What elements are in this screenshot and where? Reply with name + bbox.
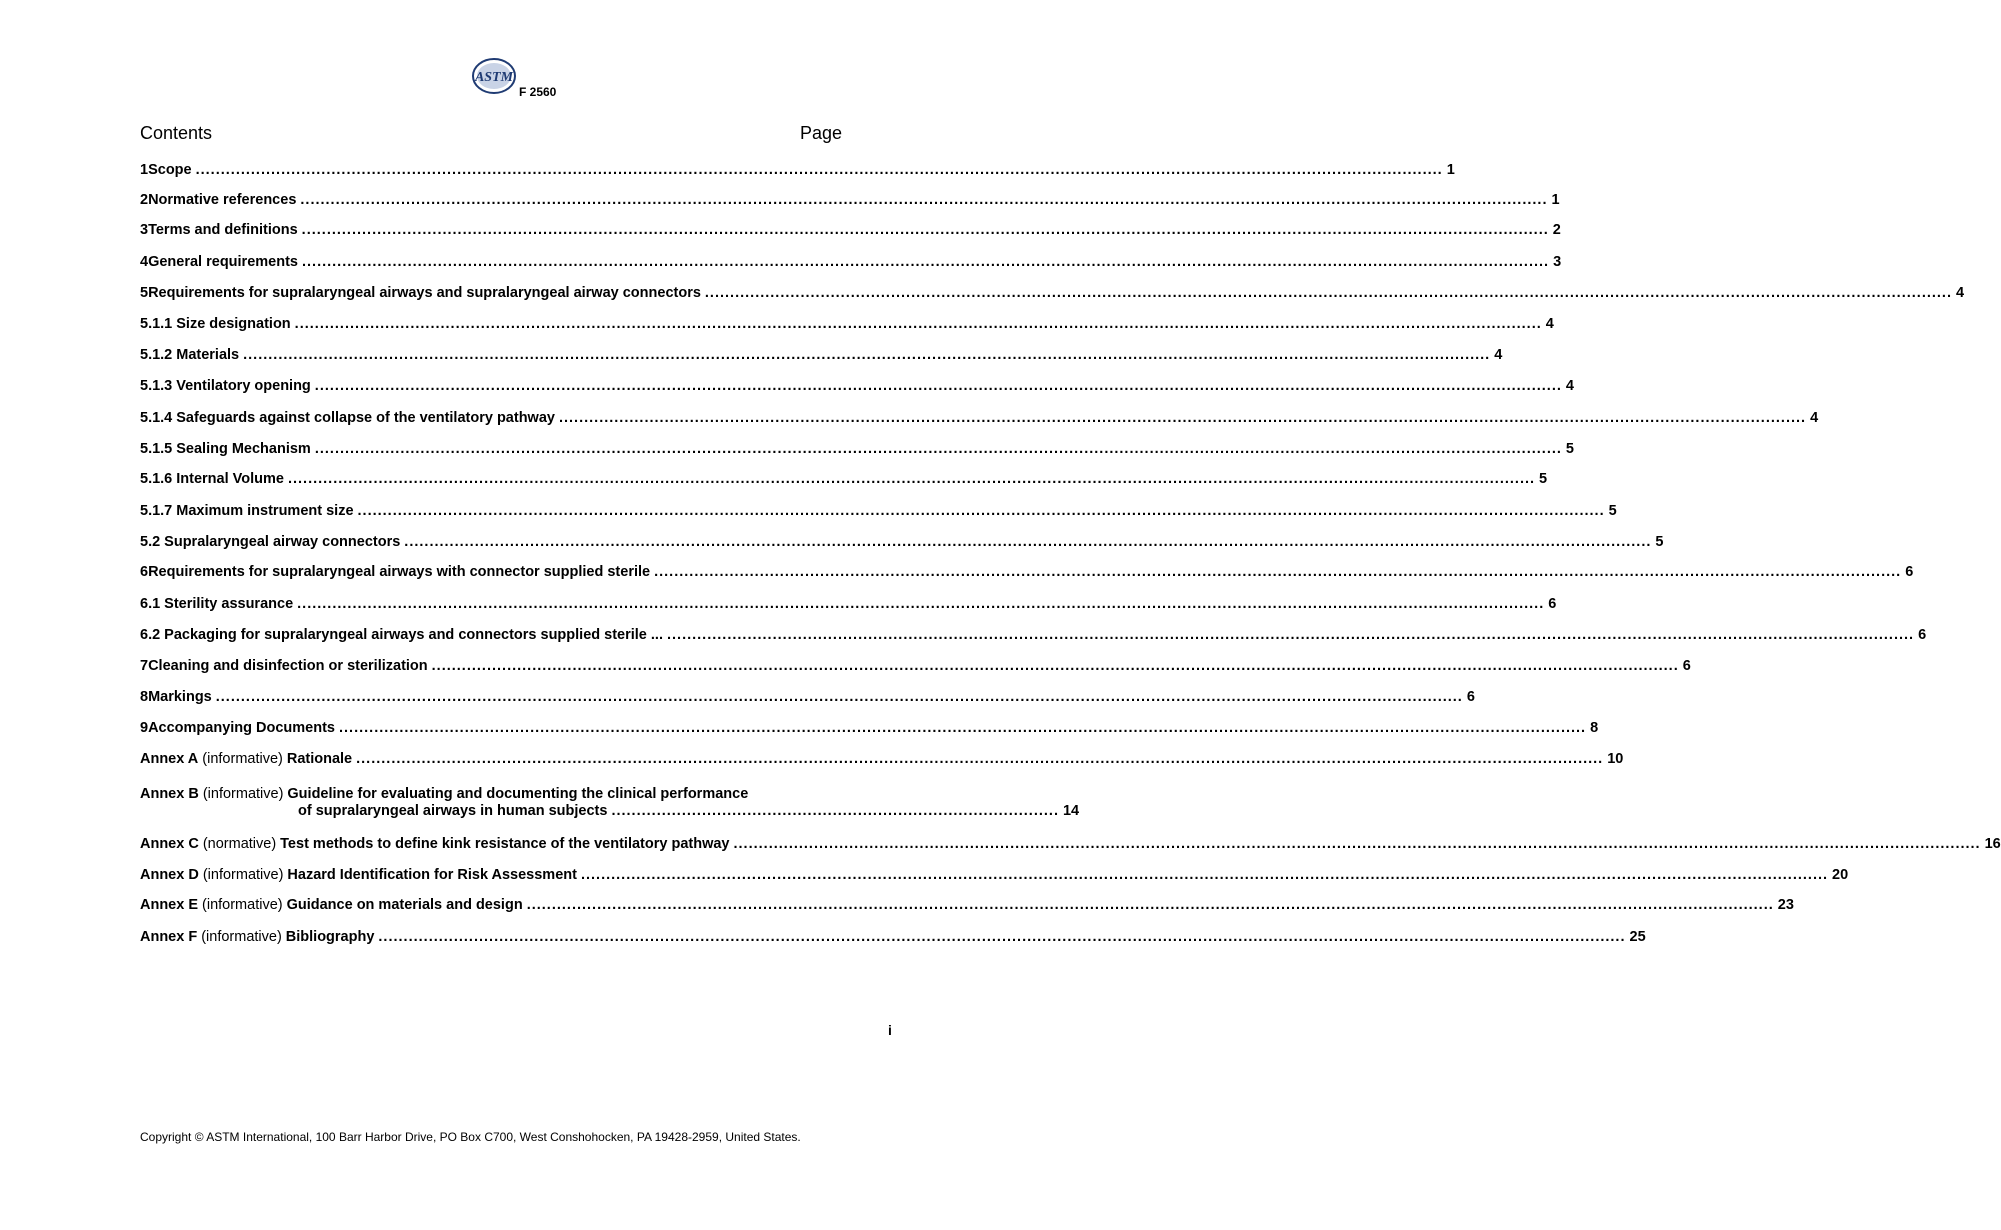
annex-page: 25 [1629,929,1646,945]
toc-entry-title: Materials [176,347,240,363]
toc-entry-title: General requirements [148,254,298,270]
annex-title: Guidance on materials and design [286,897,523,913]
annex-kind: (normative) [202,836,277,852]
toc-entry-number: 1 [140,162,149,178]
annex-page: 20 [1832,867,1849,883]
annex-kind: (informative) [202,867,284,883]
toc-entry-title: Requirements for supralaryngeal airways with connector supplied sterile [148,564,651,580]
annex-title: Test methods to define kink resistance of the ventilatory pathway [280,836,730,852]
toc-entry-number: 5.2 [140,534,161,550]
annex-page: 16 [1984,836,2001,852]
toc-entry-number: 5.1.1 [140,316,173,332]
toc-entry-number: 5 [140,285,149,301]
toc-entry-page: 5 [1655,534,1664,550]
toc-entry-title: Packaging for supralaryngeal airways and connectors supplied sterile ... [164,627,663,643]
toc-entry[interactable] [140,162,1455,178]
leader-dots [667,627,1914,643]
contents-heading: Contents [140,123,213,143]
annex-entry[interactable] [140,836,2001,852]
leader-dots [432,658,1679,674]
toc-entry-title: Terms and definitions [148,222,298,238]
toc-entry-page: 5 [1565,441,1574,457]
annex-kind: (informative) [202,786,284,802]
toc-entry-title: Cleaning and disinfection or sterilization [148,658,428,674]
toc-entry[interactable] [140,378,1574,394]
toc-entry[interactable] [140,658,1691,674]
leader-dots [404,534,1651,550]
annex-title: Bibliography [285,929,375,945]
toc-entry[interactable] [140,254,1562,270]
toc-entry-title: Size designation [176,316,291,332]
leader-dots [216,689,1463,705]
annex-label: Annex A [140,751,199,767]
toc-entry[interactable] [140,627,1927,643]
annex-entry[interactable] [140,897,1794,913]
toc-entry-number: 5.1.5 [140,441,173,457]
leader-dots [297,596,1544,612]
toc-entry-title: Requirements for supralaryngeal airways and supralaryngeal airway connectors [148,285,701,301]
toc-entry-page: 5 [1539,471,1548,487]
leader-dots [559,410,1806,426]
annex-entry[interactable] [140,867,1849,883]
leader-dots [302,222,1549,238]
leader-dots [581,867,1828,883]
annex-label: Annex D [140,867,199,883]
toc-entry-title: Maximum instrument size [176,503,354,519]
leader-dots [339,720,1586,736]
toc-entry[interactable] [140,471,1548,487]
toc-entry-page: 4 [1956,285,1965,301]
toc-entry-number: 5.1.4 [140,410,173,426]
annex-entry[interactable] [140,929,1646,945]
leader-dots [288,471,1535,487]
toc-entry-page: 3 [1553,254,1562,270]
toc-entry[interactable] [140,564,1914,580]
toc-entry[interactable] [140,503,1617,519]
leader-dots [243,347,1490,363]
toc-entry-number: 4 [140,254,149,270]
toc-entry-title: Supralaryngeal airway connectors [164,534,401,550]
toc-entry-page: 6 [1918,627,1927,643]
leader-dots [705,285,1952,301]
page-column-heading: Page [800,123,843,143]
leader-dots [378,929,1625,945]
toc-entry[interactable] [140,410,1819,426]
leader-dots [196,162,1443,178]
standard-designation: F 2560 [519,85,557,99]
toc-entry[interactable] [140,596,1557,612]
toc-entry[interactable] [140,222,1561,238]
toc-entry-title: Sealing Mechanism [176,441,311,457]
toc-entry-number: 5.1.2 [140,347,173,363]
toc-entry-page: 6 [1905,564,1914,580]
leader-dots [358,503,1605,519]
page-folio: i [888,1022,892,1038]
annex-page: 23 [1777,897,1794,913]
toc-entry-number: 3 [140,222,149,238]
leader-dots [302,254,1549,270]
annex-title: Guideline for evaluating and documenting the clinical performance [287,786,749,802]
toc-entry-page: 6 [1682,658,1691,674]
toc-entry[interactable] [140,285,1965,301]
toc-entry-number: 8 [140,689,149,705]
toc-entry-page: 4 [1565,378,1574,394]
toc-entry-title: Scope [148,162,192,178]
toc-entry-page: 4 [1545,316,1554,332]
toc-entry-page: 1 [1446,162,1455,178]
annex-entry[interactable] [140,786,1080,822]
leader-dots [315,441,1562,457]
toc-entry-page: 2 [1552,222,1561,238]
toc-entry-page: 4 [1494,347,1503,363]
toc-entry-page: 1 [1551,192,1560,208]
annex-label: Annex C [140,836,199,852]
toc-entry-title: Ventilatory opening [176,378,311,394]
leader-dots [654,564,1901,580]
leader-dots: ......................................................................................... [611,803,1059,819]
astm-logo-icon [470,56,520,96]
toc-entry-page: 4 [1810,410,1819,426]
toc-entry-title: Accompanying Documents [148,720,335,736]
toc-entry[interactable] [140,534,1664,550]
toc-entry-number: 6 [140,564,149,580]
toc-entry[interactable] [140,316,1554,332]
copyright-notice: Copyright © ASTM International, 100 Barr Harbor Drive, PO Box C700, West Conshohocken, PA 19428-2959, United States. [140,1130,801,1144]
toc-entry[interactable] [140,441,1574,457]
toc-entry-number: 6.1 [140,596,161,612]
leader-dots [356,751,1603,767]
toc-entry-title: Safeguards against collapse of the ventilatory pathway [176,410,555,426]
logo-text: ASTM [474,70,514,85]
toc-entry-number: 5.1.6 [140,471,173,487]
toc-entry-page: 6 [1466,689,1475,705]
toc-entry-page: 5 [1608,503,1617,519]
leader-dots [295,316,1542,332]
annex-title-continued: of supralaryngeal airways in human subjects [298,803,608,819]
annex-kind: (informative) [202,897,283,913]
annex-title: Rationale [286,751,353,767]
leader-dots [527,897,1774,913]
annex-label: Annex F [140,929,198,945]
annex-entry[interactable] [140,751,1624,767]
leader-dots [734,836,1981,852]
annex-title: Hazard Identification for Risk Assessment [287,867,577,883]
toc-entry[interactable] [140,689,1475,705]
toc-entry-number: 9 [140,720,149,736]
leader-dots [315,378,1562,394]
toc-entry[interactable] [140,192,1560,208]
annex-kind: (informative) [202,751,283,767]
toc-entry-number: 5.1.7 [140,503,173,519]
toc-entry-number: 2 [140,192,149,208]
toc-entry-title: Markings [148,689,212,705]
annex-label: Annex B [140,786,199,802]
toc-entry-title: Internal Volume [176,471,284,487]
toc-entry-number: 7 [140,658,149,674]
annex-label: Annex E [140,897,199,913]
page-header [0,56,950,100]
annex-kind: (informative) [201,929,282,945]
toc-entry-page: 8 [1590,720,1599,736]
annex-page: 14 [1062,803,1080,819]
annex-page: 10 [1607,751,1624,767]
toc-entry-number: 6.2 [140,627,161,643]
toc-entry-page: 6 [1548,596,1557,612]
toc-entry-title: Normative references [148,192,297,208]
toc-entry[interactable] [140,347,1503,363]
toc-entry-title: Sterility assurance [164,596,294,612]
leader-dots [300,192,1547,208]
toc-entry-number: 5.1.3 [140,378,173,394]
toc-entry[interactable] [140,720,1599,736]
